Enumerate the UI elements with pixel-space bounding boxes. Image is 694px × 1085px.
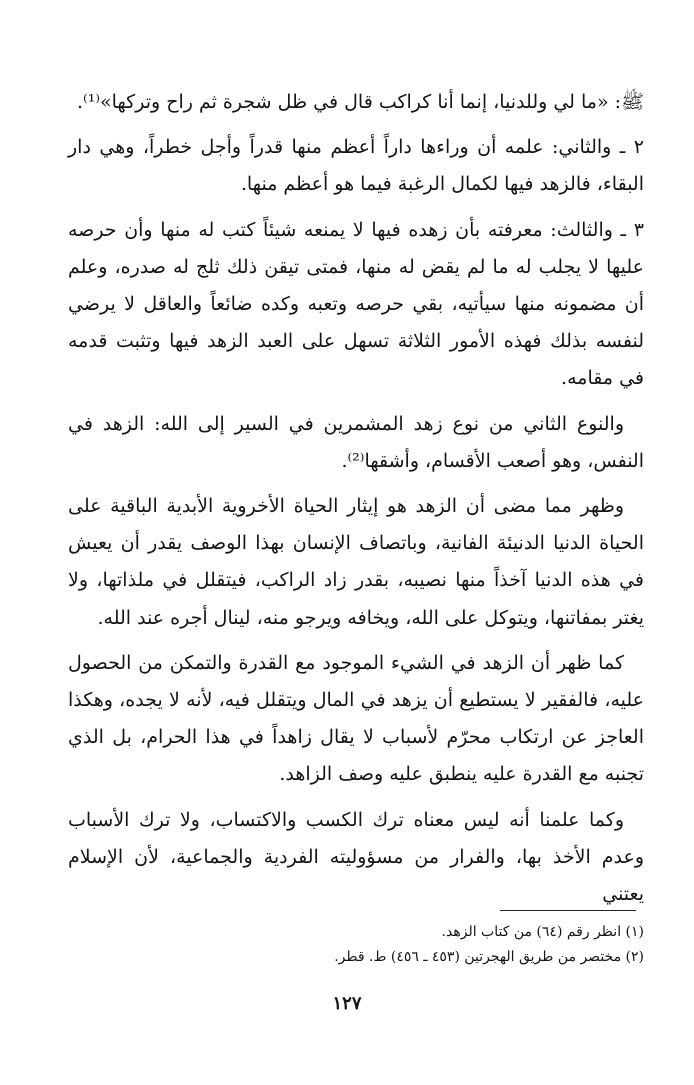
paragraph-earning: وكما علمنا أنه ليس معناه ترك الكسب والاكتساب، ولا ترك الأسباب وعدم الأخذ بها، والفرار من مسؤوليته الفردية والجماعية، لأن الإسلام يعتني (68, 808, 644, 906)
paragraph-hadith-ending: ﷺ: «ما لي وللدنيا، إنما أنا كراكب قال في ظل شجرة ثم راح وتركها»⁽¹⁾. (76, 91, 644, 113)
paragraph-reason-two: ٢ ـ والثاني: علمه أن وراءها داراً أعظم منها قدراً وأجل خطراً، وهي دار البقاء، فالزهد فيها لكمال الرغبة فيما هو أعظم منها. (68, 136, 644, 196)
paragraph-conclusion: وظهر مما مضى أن الزهد هو إيثار الحياة الأخروية الأبدية الباقية على الحياة الدنيا الدنيئة الفانية، وباتصاف الإنسان بهذا الوصف يقدر أن يعيش في هذه الدنيا آخذاً منها نصيبه، بقدر زاد الراكب، فيتقلل في ملذاتها، ولا يغتر بمفاتنها، ويتوكل على الله، ويخافه ويرجو منه، لينال أجره عند الله. (68, 495, 644, 629)
page-number: ١٢٧ (332, 993, 362, 1014)
footnotes (68, 920, 644, 970)
footnote-2: (٢) مختصر من طريق الهجرتين (٤٥٣ ـ ٤٥٦) ط. قطر. (334, 949, 644, 965)
footnote-1: (١) انظر رقم (٦٤) من كتاب الزهد. (441, 924, 644, 940)
paragraph-ability: كما ظهر أن الزهد في الشيء الموجود مع القدرة والتمكن من الحصول عليه، فالفقير لا يستطيع أن يزهد في المال ويتقلل فيه، لأنه لا يجده، وهكذا العاجز عن ارتكاب محرّم لأسباب لا يقال زاهداً في هذا الحرام، بل الذي تجنبه مع القدرة عليه ينطبق عليه وصف الزاهد. (68, 651, 644, 786)
paragraph-reason-three: ٣ ـ والثالث: معرفته بأن زهده فيها لا يمنعه شيئاً كتب له منها وأن حرصه عليها لا يجلب له ما لم يقض له منها، فمتى تيقن ذلك ثلج له صدره، وعلم أن مضمونه منها سيأتيه، بقي حرصه وتعبه وكده ضائعاً والعاقل لا يرضي لنفسه بذلك فهذه الأمور الثلاثة تسهل على العبد الزهد فيها وتثبت قدمه في مقامه. (68, 218, 644, 390)
footnote-divider (500, 910, 636, 911)
main-text (68, 84, 644, 921)
paragraph-second-type: والنوع الثاني من نوع زهد المشمرين في السير إلى الله: الزهد في النفس، وهو أصعب الأقسام، وأشقها⁽²⁾. (68, 412, 644, 472)
